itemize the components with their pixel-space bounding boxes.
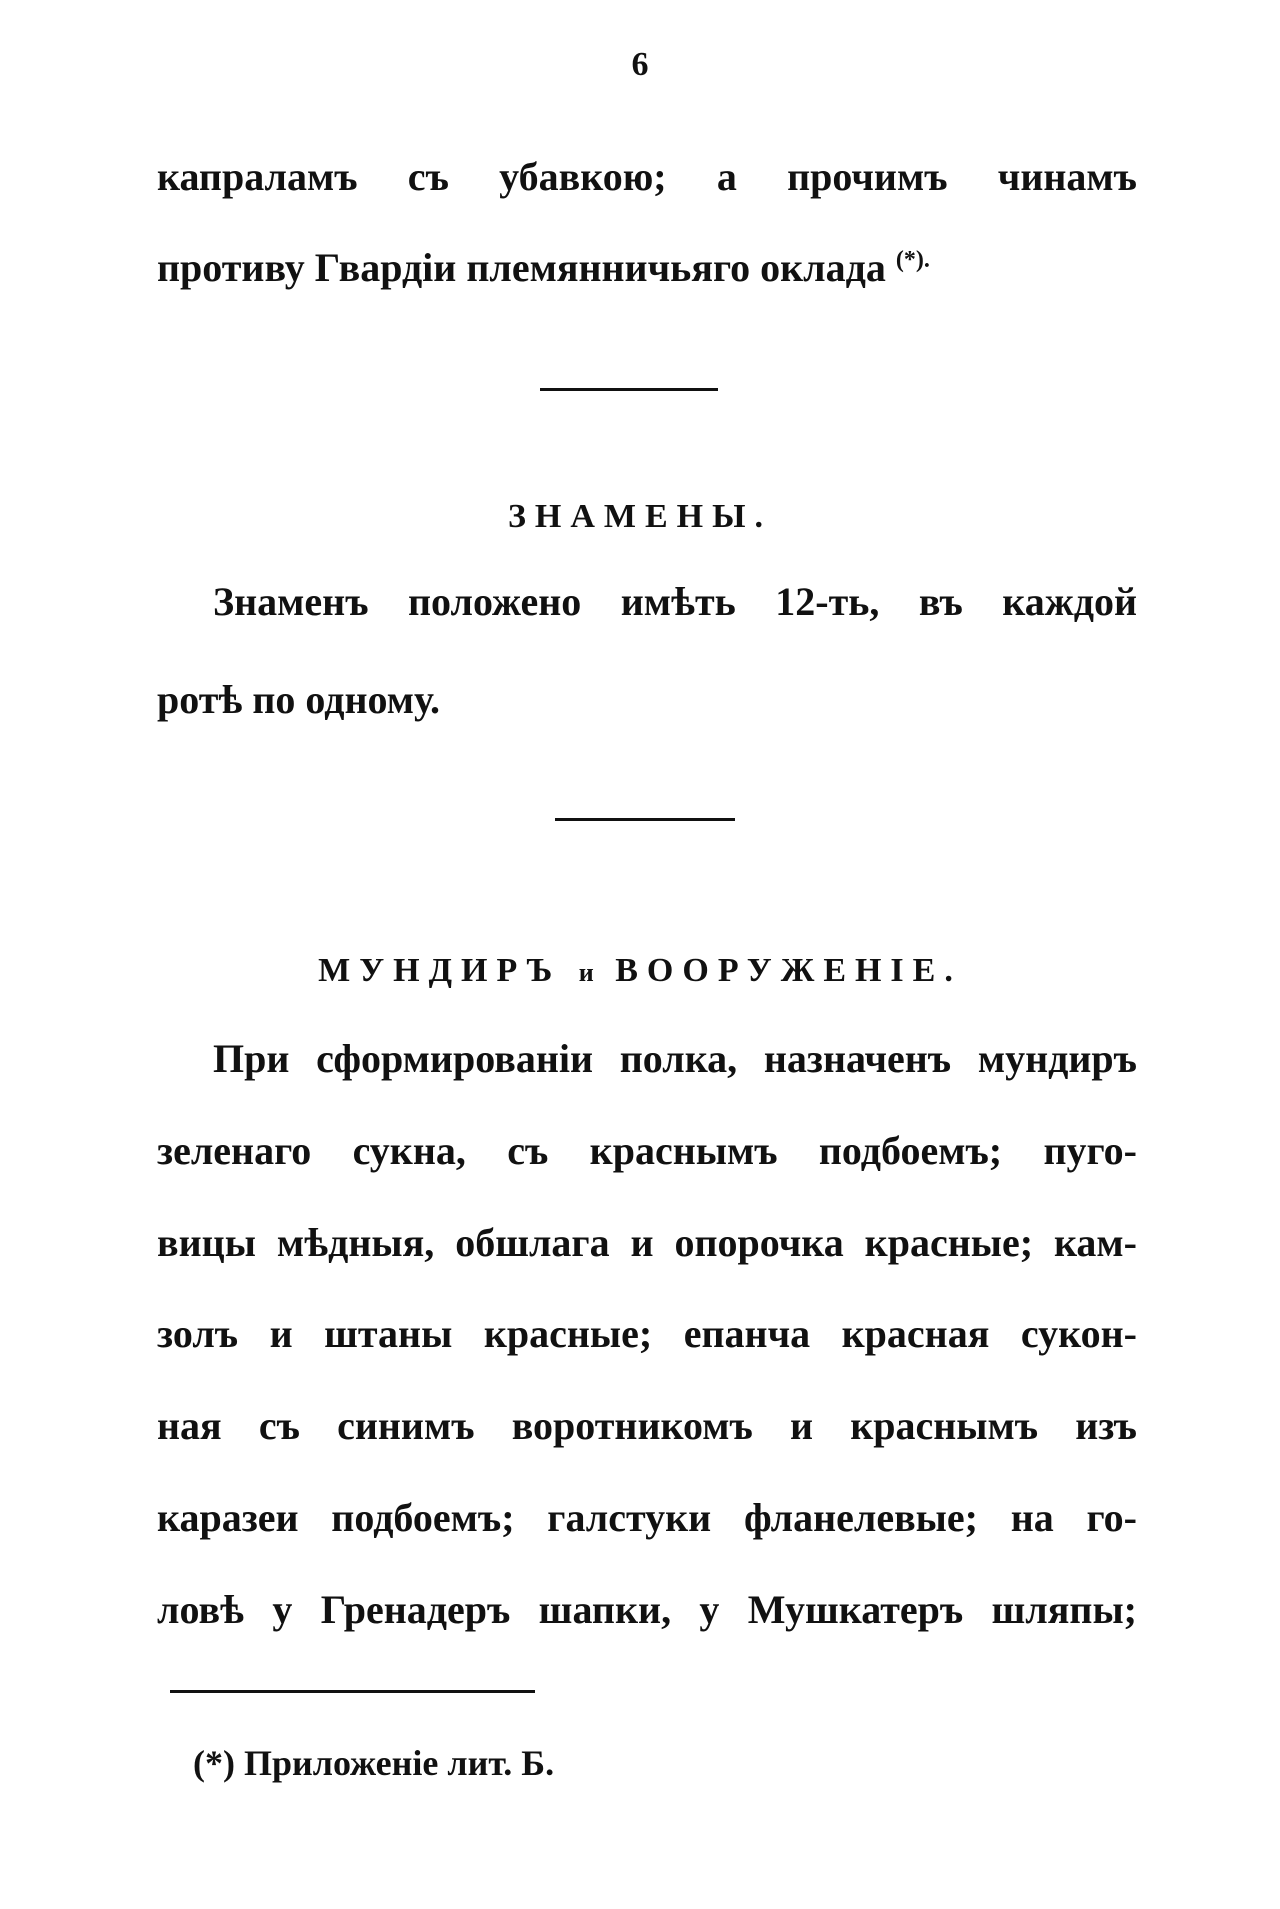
section-divider [540,388,718,391]
text-line [213,1035,1137,1082]
section-heading [0,952,1280,990]
line-text: Знаменъ положено имѣть 12-ть, въ каждой [213,579,1137,624]
section-divider [555,818,735,821]
heading-part: МУНДИРЪ [318,952,562,989]
text-line [157,1127,1137,1174]
section-heading: ЗНАМЕНЫ. [507,498,773,535]
footnote-separator [170,1690,535,1693]
text-line [157,1586,1137,1633]
footnote-marker: (*). [895,247,930,273]
text-line [157,153,1137,200]
line-text: каразеи подбоемъ; галстуки фланелевые; на го- [157,1495,1137,1540]
line-text: противу Гвардіи племянничьяго оклада [157,245,886,290]
text-line [157,1219,1137,1266]
heading-conjunction: и [578,958,598,987]
page-number: 6 [631,46,649,83]
line-text: ловѣ у Гренадеръ шапки, у Мушкатеръ шляпы; [157,1587,1137,1632]
footnote: (*) Приложеніе лит. Б. [193,1743,555,1783]
text-line [157,1310,1137,1357]
text-line [157,1494,1137,1541]
line-text: зеленаго сукна, съ краснымъ подбоемъ; пуго- [157,1128,1137,1173]
text-line [157,244,1137,291]
line-text: капраламъ съ убавкою; а прочимъ чинамъ [157,154,1137,199]
text-line [213,578,1137,625]
line-text: ная съ синимъ воротникомъ и краснымъ изъ [157,1403,1137,1448]
line-text: ротѣ по одному. [157,677,441,722]
heading-part: ВООРУЖЕНІЕ. [615,952,962,989]
line-text: золъ и штаны красные; епанча красная сукон- [157,1311,1137,1356]
text-line [157,1402,1137,1449]
line-text: При сформированіи полка, назначенъ мундиръ [213,1036,1137,1081]
line-text: вицы мѣдныя, обшлага и опорочка красные; кам- [157,1220,1137,1265]
text-line [157,676,1137,723]
